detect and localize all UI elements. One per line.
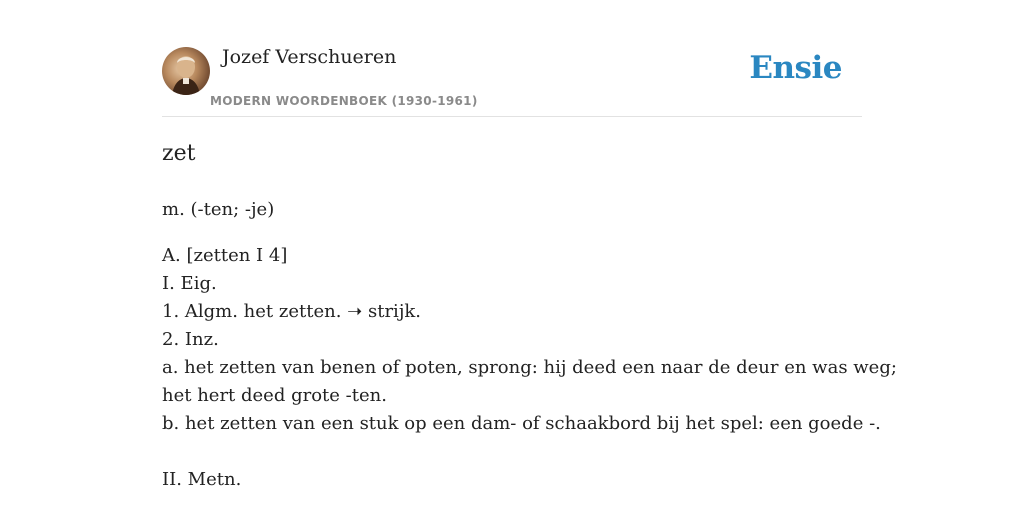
author-avatar[interactable]	[162, 47, 210, 95]
grammar-info: m. (-ten; -je)	[162, 199, 275, 220]
definition-line: 1. Algm. het zetten. ➝ strijk.	[162, 301, 422, 322]
source-name[interactable]: MODERN WOORDENBOEK (1930-1961)	[210, 94, 478, 108]
definition-line: b. het zetten van een stuk op een dam- of schaakbord bij het spel: een goede -.	[162, 413, 881, 434]
entry-content	[162, 136, 897, 494]
definition-line: II. Metn.	[162, 469, 242, 490]
definition-spacer	[162, 438, 862, 466]
definition-line: a. het zetten van benen of poten, sprong: hij deed een naar de deur en was weg;	[162, 357, 897, 378]
author-name[interactable]: Jozef Verschueren	[222, 46, 397, 68]
headword: zet	[162, 141, 196, 166]
brand-logo[interactable]: Ensie	[749, 50, 842, 86]
definition-line: 2. Inz.	[162, 329, 219, 350]
definition-line: het hert deed grote -ten.	[162, 385, 387, 406]
definition-line: A. [zetten I 4]	[162, 245, 288, 266]
entry-header	[162, 40, 862, 117]
portrait-avatar-icon	[162, 47, 210, 95]
definition-body	[162, 242, 897, 494]
definition-line: I. Eig.	[162, 273, 217, 294]
